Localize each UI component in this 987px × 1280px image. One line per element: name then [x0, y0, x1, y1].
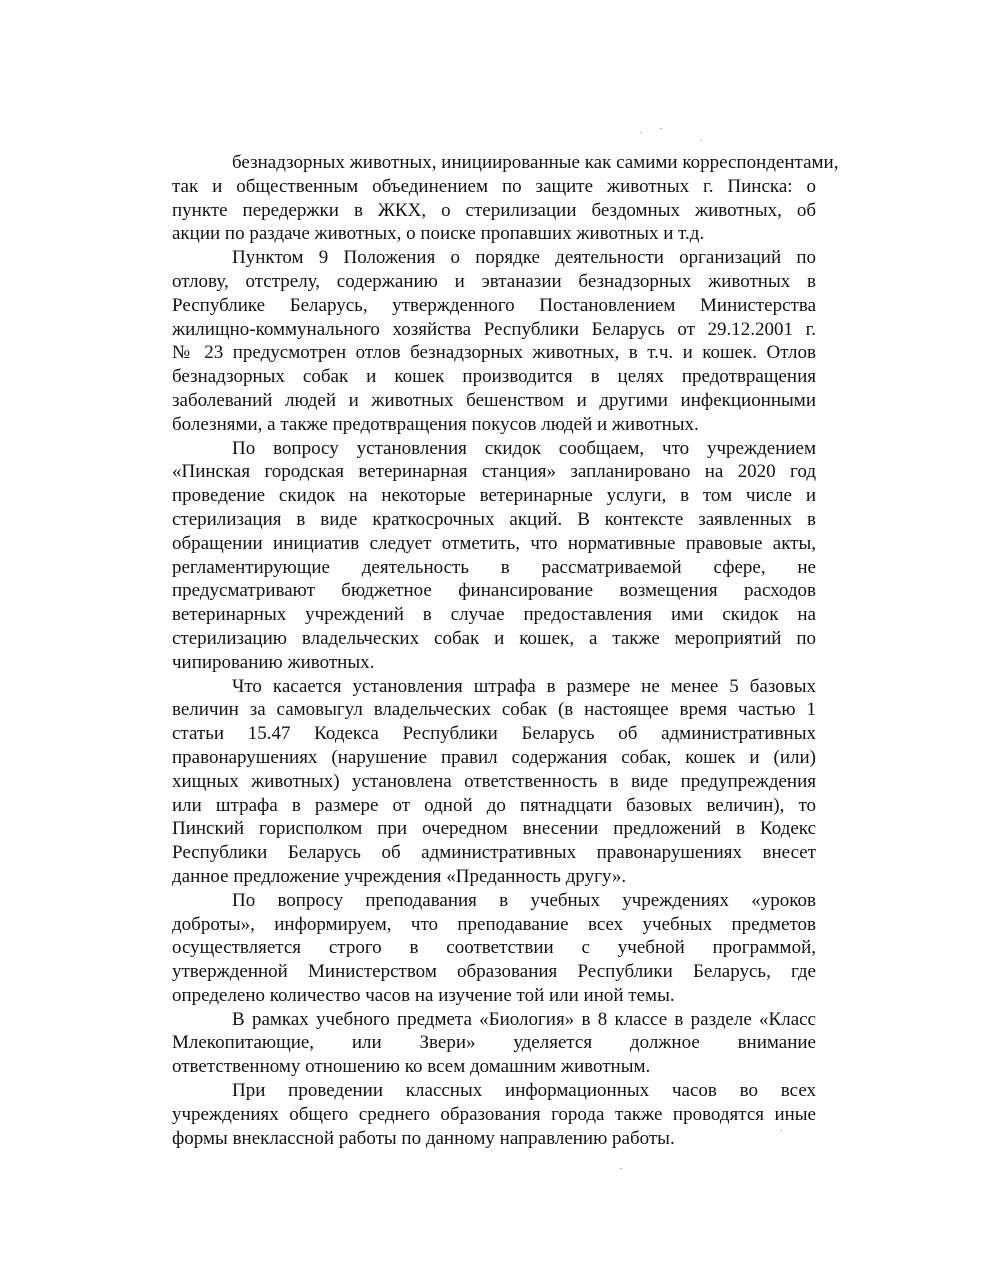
text-line: № 23 предусмотрен отлов безнадзорных животных, в т.ч. и кошек. Отлов [172, 342, 816, 364]
text-line: Республики Беларусь об административных правонарушениях внесет [172, 842, 816, 864]
text-line: стерилизация в виде краткосрочных акций. В контексте заявленных в [172, 508, 816, 530]
paragraph [172, 1008, 816, 1079]
text-line: Млекопитающие, или Звери» уделяется должное внимание [172, 1032, 816, 1054]
text-line: чипированию животных. [172, 651, 375, 673]
paragraph [172, 1079, 816, 1150]
text-line: отлову, отстрелу, содержанию и эвтаназии безнадзорных животных в [172, 270, 816, 292]
document-body [172, 151, 839, 1150]
text-line: По вопросу преподавания в учебных учреждениях «уроков [232, 889, 816, 911]
text-line: учреждениях общего среднего образования города также проводятся иные [172, 1103, 816, 1125]
text-line: Республике Беларусь, утвержденного Постановлением Министерства [172, 294, 816, 316]
text-line: болезнями, а также предотвращения покусов людей и животных. [172, 413, 699, 435]
text-line: ответственному отношению ко всем домашним животным. [172, 1056, 651, 1078]
text-line: Пунктом 9 Положения о порядке деятельности организаций по [232, 247, 816, 269]
paragraph [172, 675, 816, 889]
text-line: Пинский горисполком при очередном внесении предложений в Кодекс [172, 818, 816, 840]
text-line: заболеваний людей и животных бешенством и другими инфекционными [172, 389, 816, 411]
text-line: жилищно-коммунального хозяйства Республики Беларусь от 29.12.2001 г. [172, 318, 816, 340]
text-line: статьи 15.47 Кодекса Республики Беларусь об административных [172, 723, 816, 745]
text-line: акции по раздаче животных, о поиске пропавших животных и т.д. [172, 223, 705, 245]
text-line: пункте передержки в ЖКХ, о стерилизации бездомных животных, об [172, 199, 816, 221]
text-line: или штрафа в размере от одной до пятнадцати базовых величин), то [172, 794, 816, 816]
text-line: предусматривают бюджетное финансирование возмещения расходов [172, 580, 816, 602]
text-line: стерилизацию владельческих собак и кошек, а также мероприятий по [172, 627, 816, 649]
text-line: В рамках учебного предмета «Биология» в 8 классе в разделе «Класс [232, 1008, 816, 1030]
text-line: «Пинская городская ветеринарная станция» запланировано на 2020 год [172, 461, 816, 483]
text-line: доброты», информируем, что преподавание всех учебных предметов [172, 913, 816, 935]
paragraph [172, 151, 839, 246]
paragraph [172, 437, 816, 675]
text-line: данное предложение учреждения «Преданность другу». [172, 865, 627, 887]
text-line: обращении инициатив следует отметить, что нормативные правовые акты, [172, 532, 816, 554]
text-line: формы внеклассной работы по данному направлению работы. [172, 1127, 675, 1149]
paragraph [172, 246, 816, 436]
text-line: хищных животных) установлена ответственность в виде предупреждения [172, 770, 816, 792]
text-line: При проведении классных информационных часов во всех [232, 1080, 816, 1102]
text-line: регламентирующие деятельность в рассматриваемой сфере, не [172, 556, 816, 578]
text-line: определено количество часов на изучение той или иной темы. [172, 984, 675, 1006]
text-line: безнадзорных собак и кошек производится в целях предотвращения [172, 366, 816, 388]
text-line: Что касается установления штрафа в размере не менее 5 базовых [232, 675, 816, 697]
text-line: утвержденной Министерством образования Республики Беларусь, где [172, 961, 816, 983]
paragraph [172, 889, 816, 1008]
text-line: величин за самовыгул владельческих собак (в настоящее время частью 1 [172, 699, 816, 721]
text-line: так и общественным объединением по защите животных г. Пинска: о [172, 175, 816, 197]
text-line: правонарушениях (нарушение правил содержания собак, кошек и (или) [172, 746, 816, 768]
text-line: проведение скидок на некоторые ветеринарные услуги, в том числе и [172, 485, 816, 507]
text-line: ветеринарных учреждений в случае предоставления ими скидок на [172, 604, 816, 626]
text-line: осуществляется строго в соответствии с учебной программой, [172, 937, 816, 959]
text-line: безнадзорных животных, инициированные как самими корреспондентами, [232, 152, 839, 173]
text-line: По вопросу установления скидок сообщаем, что учреждением [232, 437, 816, 459]
